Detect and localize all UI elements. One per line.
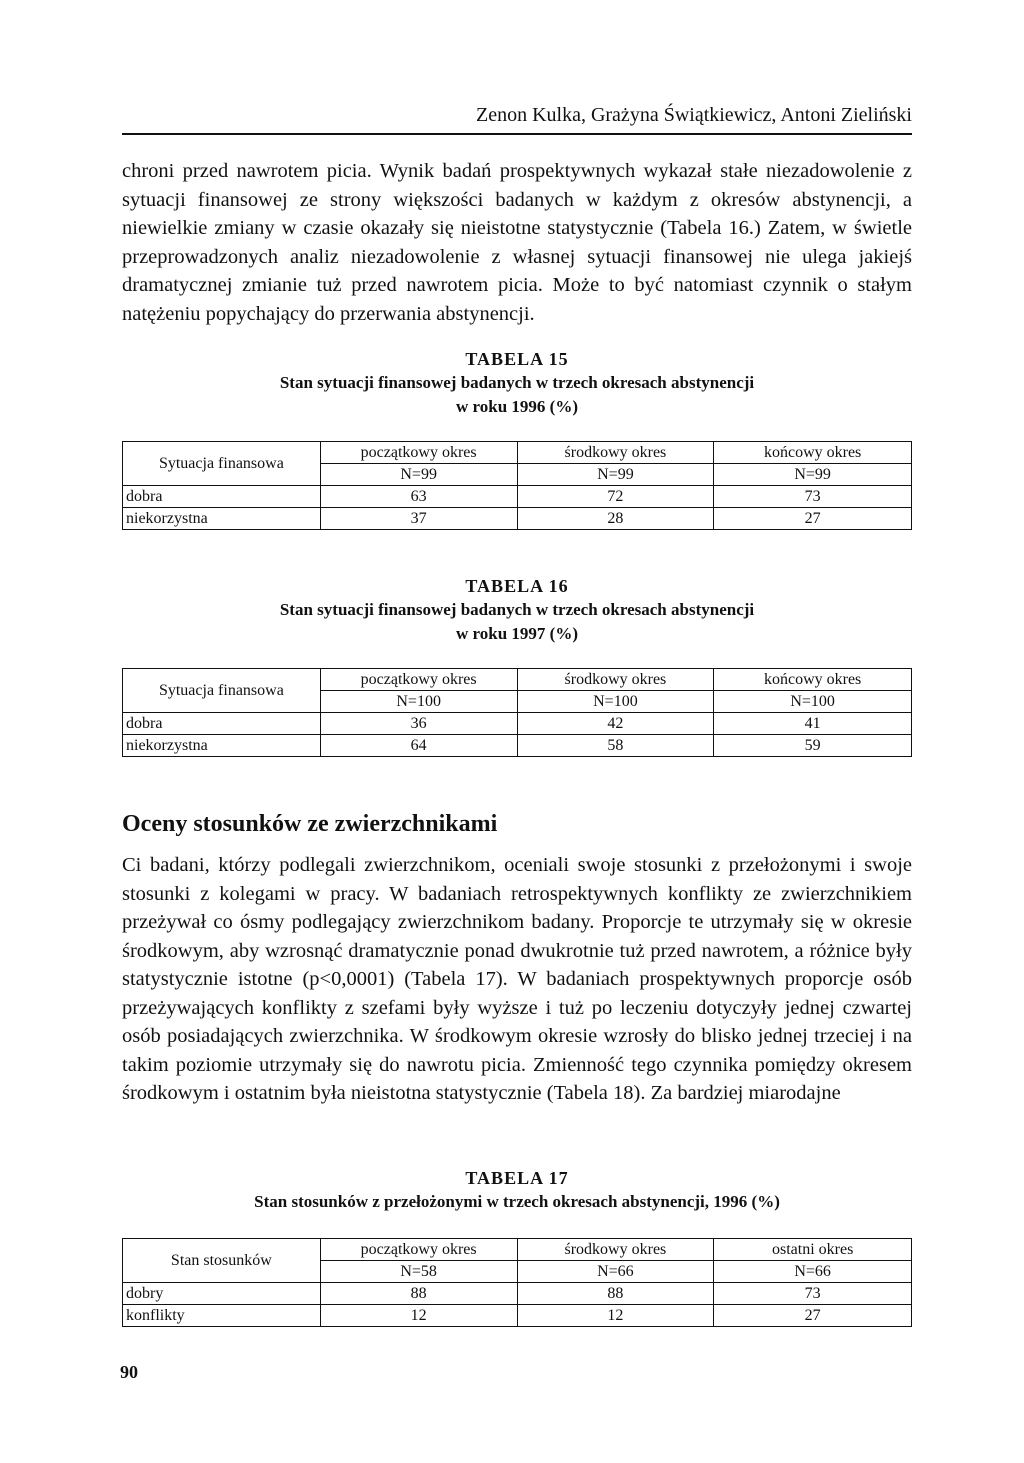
table-cell: 36 bbox=[320, 713, 517, 735]
sample-size: N=100 bbox=[517, 691, 714, 713]
table-row bbox=[123, 1305, 912, 1327]
sample-size: N=66 bbox=[714, 1261, 912, 1283]
column-header: początkowy okres bbox=[320, 442, 517, 464]
running-header: Zenon Kulka, Grażyna Świątkiewicz, Antoni Zieliński bbox=[475, 104, 912, 126]
table-17-label: TABELA 17 bbox=[465, 1168, 569, 1188]
table-cell: 59 bbox=[714, 735, 912, 757]
table-15-subtitle: w roku 1996 (%) bbox=[456, 397, 578, 416]
table-row bbox=[123, 669, 912, 691]
column-header: końcowy okres bbox=[714, 442, 912, 464]
table-17-title: Stan stosunków z przełożonymi w trzech okresach abstynencji, 1996 (%) bbox=[254, 1192, 780, 1211]
table-15-title: Stan sytuacji finansowej badanych w trzech okresach abstynencji bbox=[279, 373, 755, 392]
sample-size: N=99 bbox=[517, 464, 714, 486]
table-row bbox=[123, 508, 912, 530]
column-header: środkowy okres bbox=[517, 669, 714, 691]
sample-size: N=66 bbox=[517, 1261, 714, 1283]
table-cell: 64 bbox=[320, 735, 517, 757]
sample-size: N=100 bbox=[714, 691, 912, 713]
sample-size: N=58 bbox=[320, 1261, 517, 1283]
table-cell: 58 bbox=[517, 735, 714, 757]
table-row bbox=[123, 1239, 912, 1261]
row-label: dobra bbox=[123, 486, 321, 508]
paragraph-2: Ci badani, którzy podlegali zwierzchnikom, oceniali swoje stosunki z przełożonymi i swoje stosunki z kolegami w pracy. W badaniach retrospektywnych konflikty ze zwierzchnikiem przeżywał co ósmy podlegający zwierzchnikom badany. Proporcje te utrzymały się w okresie środkowym, aby wzrosnąć dramatycznie ponad dwukrotnie tuż przed nawrotem, a różnice były statystycznie istotne (p<0,0001) (Tabela 17). W badaniach prospektywnych proporcje osób przeżywających konflikty z szefami były wyższe i tuż po leczeniu dotyczyły jednej czwartej osób posiadających zwierzchnika. W środkowym okresie wzrosły do blisko jednej trzeciej i na takim poziomie utrzymały się do nawrotu picia. Zmienność tego czynnika pomiędzy okresem środkowym i ostatnim była nieistotna statystycznie (Tabela 18). Za bardziej miarodajne bbox=[122, 854, 912, 1104]
table-cell: 12 bbox=[320, 1305, 517, 1327]
table-17-caption bbox=[122, 1166, 912, 1214]
table-row bbox=[123, 486, 912, 508]
table-cell: 28 bbox=[517, 508, 714, 530]
sample-size: N=100 bbox=[320, 691, 517, 713]
table-cell: 88 bbox=[320, 1283, 517, 1305]
table-cell: 72 bbox=[517, 486, 714, 508]
table-15-caption bbox=[122, 347, 912, 419]
section-heading: Oceny stosunków ze zwierzchnikami bbox=[122, 811, 498, 837]
table-cell: 42 bbox=[517, 713, 714, 735]
page-number: 90 bbox=[120, 1362, 138, 1382]
column-header: środkowy okres bbox=[517, 442, 714, 464]
paragraph-1: chroni przed nawrotem picia. Wynik badań prospektywnych wykazał stałe niezadowolenie z sytuacji finansowej ze strony większości badanych w każdym z okresów abstynencji, a niewielkie zmiany w czasie okazały się nieistotne statystycznie (Tabela 16.) Zatem, w świetle przeprowadzonych analiz niezadowolenie z własnej sytuacji finansowej nie ulega jakiejś dramatycznej zmianie tuż przed nawrotem picia. Może to być natomiast czynnik o stałym natężeniu popychający do przerwania abstynencji. bbox=[122, 160, 912, 325]
table-stub: Stan stosunków bbox=[123, 1239, 321, 1283]
table-17 bbox=[122, 1238, 912, 1327]
row-label: dobra bbox=[123, 713, 321, 735]
table-cell: 73 bbox=[714, 1283, 912, 1305]
column-header: początkowy okres bbox=[320, 1239, 517, 1261]
table-16-caption bbox=[122, 574, 912, 646]
table-stub: Sytuacja finansowa bbox=[123, 442, 321, 486]
table-stub: Sytuacja finansowa bbox=[123, 669, 321, 713]
table-cell: 88 bbox=[517, 1283, 714, 1305]
column-header: środkowy okres bbox=[517, 1239, 714, 1261]
table-row bbox=[123, 735, 912, 757]
column-header: ostatni okres bbox=[714, 1239, 912, 1261]
table-15-label: TABELA 15 bbox=[465, 349, 569, 369]
table-16-title: Stan sytuacji finansowej badanych w trzech okresach abstynencji bbox=[279, 600, 755, 619]
column-header: początkowy okres bbox=[320, 669, 517, 691]
column-header: końcowy okres bbox=[714, 669, 912, 691]
row-label: niekorzystna bbox=[123, 508, 321, 530]
table-row bbox=[123, 442, 912, 464]
table-16-label: TABELA 16 bbox=[465, 576, 569, 596]
table-row bbox=[123, 1283, 912, 1305]
row-label: niekorzystna bbox=[123, 735, 321, 757]
row-label: dobry bbox=[123, 1283, 321, 1305]
row-label: konflikty bbox=[123, 1305, 321, 1327]
table-row bbox=[123, 713, 912, 735]
header-rule bbox=[122, 133, 912, 135]
sample-size: N=99 bbox=[714, 464, 912, 486]
table-16 bbox=[122, 668, 912, 757]
table-cell: 27 bbox=[714, 1305, 912, 1327]
table-15 bbox=[122, 441, 912, 530]
sample-size: N=99 bbox=[320, 464, 517, 486]
table-cell: 73 bbox=[714, 486, 912, 508]
table-cell: 12 bbox=[517, 1305, 714, 1327]
table-16-subtitle: w roku 1997 (%) bbox=[456, 624, 578, 643]
table-cell: 63 bbox=[320, 486, 517, 508]
table-cell: 41 bbox=[714, 713, 912, 735]
table-cell: 37 bbox=[320, 508, 517, 530]
table-cell: 27 bbox=[714, 508, 912, 530]
